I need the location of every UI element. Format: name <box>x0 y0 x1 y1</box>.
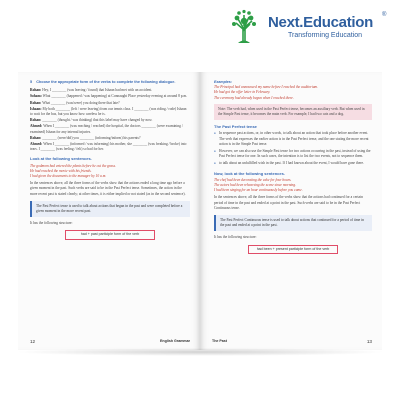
dialogue-line <box>30 107 190 117</box>
question-heading <box>30 80 190 85</box>
dialogue-line <box>30 94 190 99</box>
section-title: Look at the following sentences. <box>30 156 92 162</box>
example-sentence: The Principal had announced my name before I reached the auditorium. <box>214 85 319 90</box>
dialogue-text: ________ (were/did) you ________ (informing/inform) his parents? <box>42 135 141 140</box>
footer-title: The Past <box>212 338 227 343</box>
structure-formula: had been + present participle form of the verb <box>248 245 338 254</box>
structure-intro: It has the following structure: <box>30 221 73 226</box>
structure-formula: had + past participle form of the verb <box>65 230 155 239</box>
dialogue-list <box>30 88 190 152</box>
speaker-name: Ahmed: <box>30 124 43 129</box>
book-shadow <box>14 348 386 356</box>
structure-intro: It has the following structure: <box>214 235 257 240</box>
footer-title: English Grammar <box>160 338 190 343</box>
definition-box <box>30 201 190 217</box>
example-list <box>214 178 372 194</box>
tree-logo-icon <box>226 9 262 45</box>
dialogue-text: When I ________ (informed / was informing) his mother, she ________ (was freaking / broke) into tears. I ________ (was feeling / felt) so bad for her. <box>30 142 187 152</box>
dialogue-line <box>30 142 190 152</box>
definition-text: The Past Perfect Continuous tense is used to talk about actions that continued for a period of time in the past and ended at a point in the past. <box>220 218 364 228</box>
example-sentence: The actors had been rehearsing the scene since morning. <box>214 183 297 188</box>
right-page <box>200 72 382 350</box>
example-sentence: The chef had been decorating the cake for four hours. <box>214 177 292 182</box>
dialogue-text: ________ (thought / was thinking) that this label may have changed by now. <box>42 118 153 123</box>
bullet-item: ● In sequence past actions, or, in other words, to talk about an action that took place before another event. The verb that expresses the earlier action is in the Past Perfect tense, and the one stating the more recent action is in the Simple Past tense. <box>214 131 372 147</box>
speaker-name: Soham: <box>30 94 42 99</box>
example-sentence: The godmom had entered the plants before he cut the grass. <box>30 163 116 168</box>
dialogue-line <box>30 136 190 141</box>
dialogue-text: Hey, I ________ (was leaving / found) that Ishaan had met with an accident. <box>42 88 153 93</box>
speaker-name: Ishaan: <box>30 106 42 111</box>
section-title: Now, look at the following sentences. <box>214 170 285 176</box>
note-text: Note: The verb had, when used in the Past Perfect tense, becomes an auxiliary verb. But when used in the Simple Past tense, it becomes the main verb. For example, I had two cats and a dog. <box>218 106 365 117</box>
dialogue-text: When I ________ (was reaching / reached) the hospital, the doctors ________ (were examining / examined) Ishaan for any internal injuries. <box>30 124 183 134</box>
speaker-name: Rohan: <box>30 100 42 105</box>
example-sentence: I had given the documents to the manager by 10 a.m. <box>30 174 107 179</box>
subheading: The Past Perfect tense <box>214 124 257 130</box>
bullet-item: ● However, we can also use the Simple Past tense for two actions occurring in the past, instead of using the Past Perfect tense for one. In such cases, the intention is to list the two events, not to sequence them. <box>214 149 372 159</box>
example-sentence: The ceremony had already begun when I reached there. <box>214 95 294 100</box>
question-text: Choose the appropriate form of the verbs to complete the following dialogue. <box>36 80 176 84</box>
brand-name: Next.Education <box>268 14 373 31</box>
dialogue-line <box>30 124 190 134</box>
page-footer <box>30 339 190 344</box>
brand-logo <box>226 8 394 48</box>
left-page <box>18 72 200 350</box>
brand-tagline: Transforming Education <box>288 32 363 39</box>
explanation-paragraph: In the sentences above, all the three forms of the verbs show that the actions ended a long time ago before a given moment in the past. Such verbs are said to be in the Past Perfect tense. Sometimes, the action in the more recent past is stated clearly; at other times, it is either implied or not stated (as in the second sentence). <box>30 181 186 196</box>
speaker-name: Rohan: <box>30 135 42 140</box>
page-number: 13 <box>366 338 372 344</box>
example-list <box>30 164 190 180</box>
bullet-item: ● to talk about an unfulfilled wish in the past. If I had known about the event, I would have gone there. <box>214 161 372 166</box>
explanation-paragraph: In the sentences above, all the three forms of the verbs show that the actions had continued for a certain period of time in the past and ended at a point in the past. Such verbs are said to be in the Past Perfect Continuous tense. <box>214 195 363 210</box>
note-box <box>214 104 372 120</box>
dialogue-line <box>30 101 190 106</box>
dialogue-text: What ________ (was/were) you doing there that late? <box>42 100 120 105</box>
definition-text: The Past Perfect tense is used to talk about actions that began in the past and were completed before a given moment in the more recent past. <box>36 203 183 214</box>
example-sentence: I had been singing for an hour continuously before you came. <box>214 188 303 193</box>
dialogue-text: My both ________ (left / were leaving) from our tennis class. I ________ (was riding / rode) Ishaan to wait for the bus, but you know how careless he is. <box>30 106 187 117</box>
dialogue-line <box>30 88 190 93</box>
examples-label: Examples: <box>214 80 232 84</box>
dialogue-line <box>30 118 190 123</box>
page-number: 12 <box>30 338 36 344</box>
page-footer <box>212 339 372 344</box>
dialogue-text: What ________ (happened / was happening) at Connaught Place yesterday evening at around 8 p.m. <box>42 94 188 99</box>
speaker-name: Ahmed: <box>30 142 43 147</box>
example-sentence: He had got the offer letter in February. <box>214 90 271 95</box>
registered-mark: ® <box>382 12 387 18</box>
example-list <box>214 85 372 101</box>
speaker-name: Rohan: <box>30 118 42 123</box>
open-book <box>18 72 382 350</box>
speaker-name: Rohan: <box>30 88 42 93</box>
question-number: 5 <box>30 80 33 84</box>
bullet-list <box>214 131 372 166</box>
example-sentence: He had reached the movie with his friends. <box>30 168 92 173</box>
definition-box <box>214 215 372 231</box>
